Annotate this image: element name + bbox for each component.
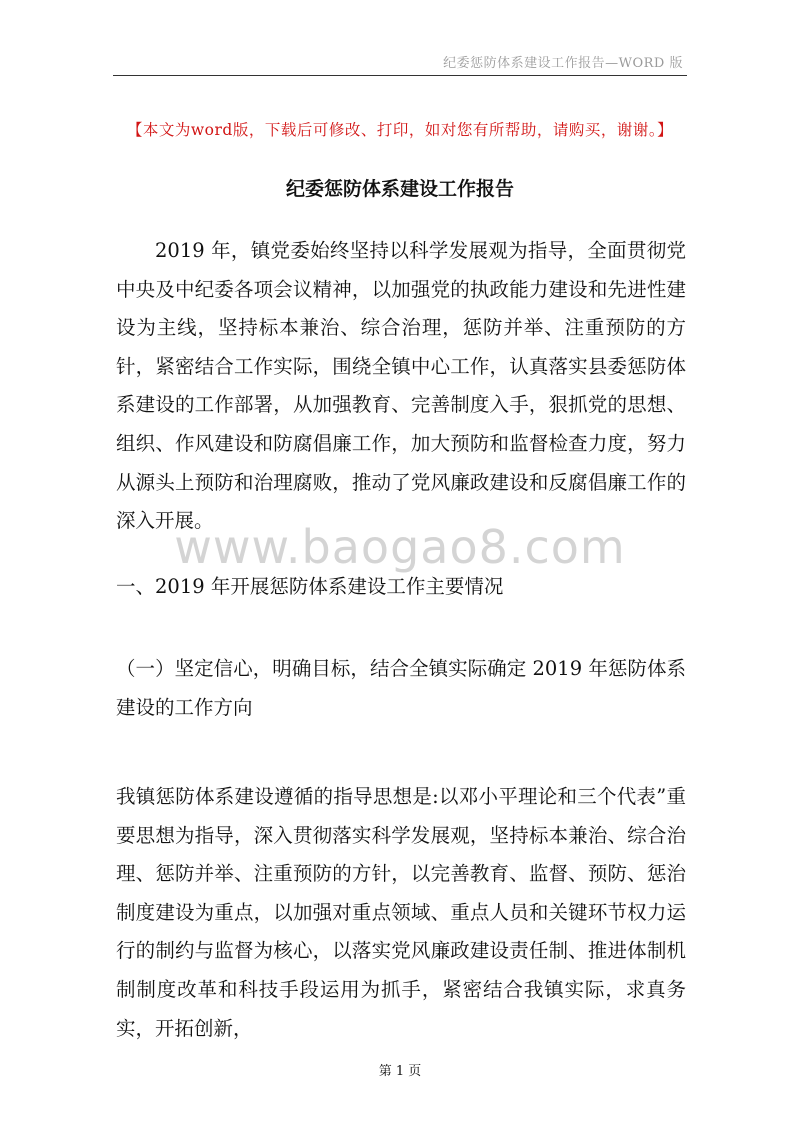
- header-divider: [113, 75, 687, 76]
- body-paragraph: 我镇惩防体系建设遵循的指导思想是:以邓小平理论和三个代表”重要思想为指导，深入贯彻落实科学发展观，坚持标本兼治、综合治理、惩防并举、注重预防的方针，以完善教育、监督、预防、惩治制度建设为重点，以加强对重点领域、重点人员和关键环节权力运行的制约与监督为核心，以落实党风廉政建设责任制、推进体制机制制度改革和科技手段运用为抓手，紧密结合我镇实际，求真务实，开拓创新，: [116, 785, 686, 1040]
- site-watermark: www.baogao8.com: [174, 520, 626, 574]
- intro-paragraph: 2019 年，镇党委始终坚持以科学发展观为指导，全面贯彻党中央及中纪委各项会议精神，以加强党的执政能力建设和先进性建设为主线，坚持标本兼治、综合治理，惩防并举、注重预防的方针，紧密结合工作实际，围绕全镇中心工作，认真落实县委惩防体系建设的工作部署，从加强教育、完善制度入手，狠抓党的思想、组织、作风建设和防腐倡廉工作，加大预防和监督检查力度，努力从源头上预防和治理腐败，推动了党风廉政建设和反腐倡廉工作的深入开展。: [116, 239, 686, 533]
- subsection-heading: （一）坚定信心，明确目标，结合全镇实际确定 2019 年惩防体系建设的工作方向: [116, 657, 686, 719]
- section-heading: 一、2019 年开展惩防体系建设工作主要情况: [116, 575, 504, 598]
- running-header: 纪委惩防体系建设工作报告—WORD 版: [443, 56, 683, 71]
- purchase-notice: 【本文为word版，下载后可修改、打印，如对您有所帮助，请购买，谢谢。】: [126, 121, 674, 139]
- document-title: 纪委惩防体系建设工作报告: [285, 178, 514, 200]
- page-number: 第 1 页: [378, 1064, 422, 1079]
